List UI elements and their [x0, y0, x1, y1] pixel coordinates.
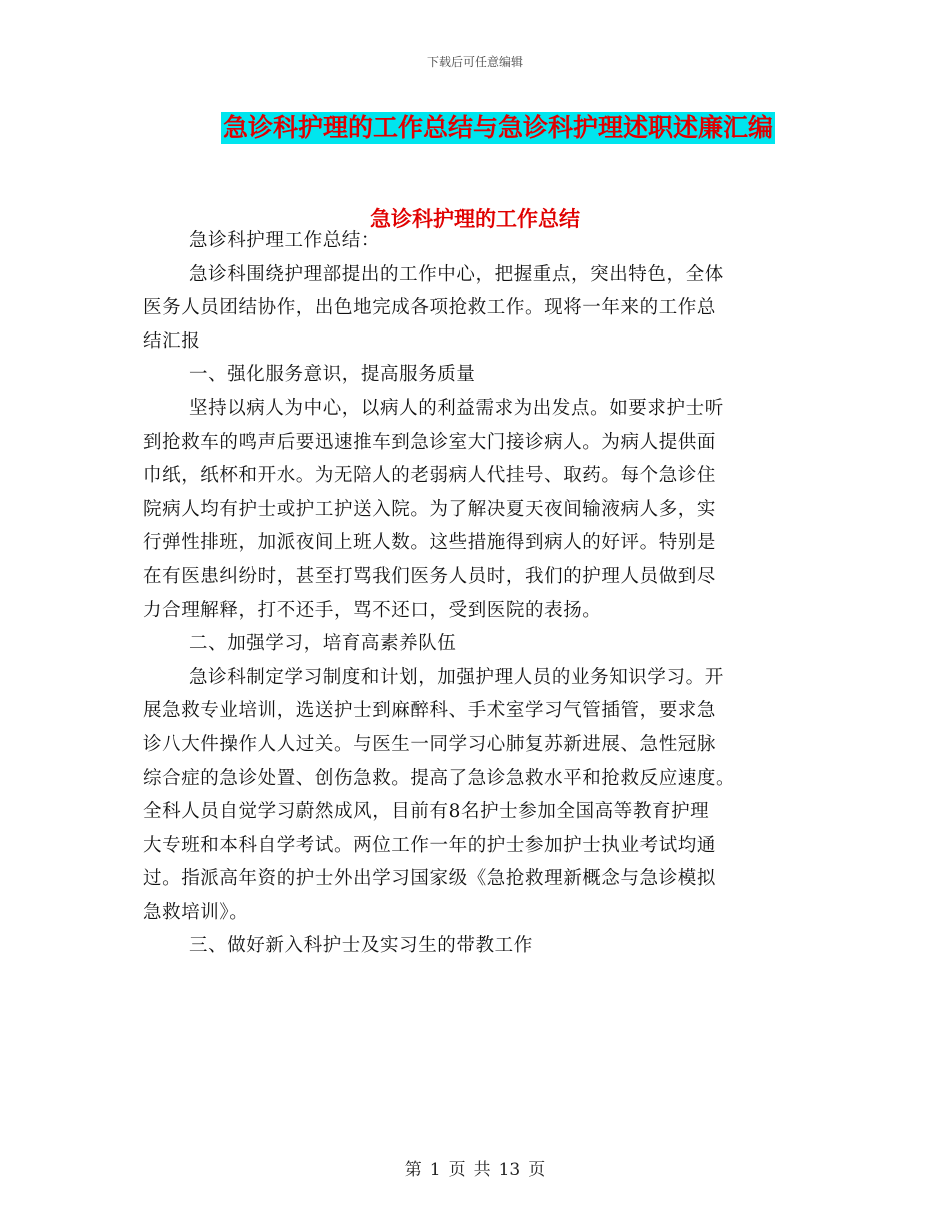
paragraph-line: 巾纸，纸杯和开水。为无陪人的老弱病人代挂号、取药。每个急诊住 — [143, 465, 717, 487]
paragraph-line: 坚持以病人为中心，以病人的利益需求为出发点。如要求护士听 — [189, 397, 724, 419]
section-heading-line: 一、强化服务意识，提高服务质量 — [189, 364, 476, 386]
paragraph-line: 到抢救车的鸣声后要迅速推车到急诊室大门接诊病人。为病人提供面 — [143, 431, 717, 453]
paragraph-line: 过。指派高年资的护士外出学习国家级《急抢救理新概念与急诊模拟 — [143, 868, 717, 890]
footer-total-unit: 页 — [528, 1160, 546, 1180]
paragraph-line: 急诊科制定学习制度和计划，加强护理人员的业务知识学习。开 — [189, 666, 724, 688]
footer-total-pages: 13 — [498, 1160, 521, 1180]
paragraph-line: 结汇报 — [143, 330, 201, 352]
paragraph-line: 大专班和本科自学考试。两位工作一年的护士参加护士执业考试均通 — [143, 834, 717, 856]
doc-title-container — [0, 112, 950, 144]
section-heading-line: 三、做好新入科护士及实习生的带教工作 — [189, 935, 533, 957]
paragraph-line: 医务人员团结协作，出色地完成各项抢救工作。现将一年来的工作总 — [143, 297, 717, 319]
paragraph-line: 急诊科围绕护理部提出的工作中心，把握重点，突出特色，全体 — [189, 263, 724, 285]
paragraph-line: 院病人均有护士或护工护送入院。为了解决夏天夜间输液病人多，实 — [143, 498, 717, 520]
paragraph-line: 急救培训》。 — [143, 901, 249, 923]
paragraph-line: 全科人员自觉学习蔚然成风，目前有8名护士参加全国高等教育护理 — [143, 801, 710, 823]
paragraph-line: 综合症的急诊处置、创伤急救。提高了急诊急救水平和抢救反应速度。 — [143, 767, 736, 789]
paragraph-line: 诊八大件操作人人过关。与医生一同学习心肺复苏新进展、急性冠脉 — [143, 733, 717, 755]
paragraph-line: 力合理解释，打不还手，骂不还口，受到医院的表扬。 — [143, 599, 602, 621]
footer-total-prefix: 共 — [473, 1160, 491, 1180]
footer-page-unit: 页 — [448, 1160, 466, 1180]
footer-prefix: 第 — [404, 1160, 422, 1180]
paragraph-line: 急诊科护理工作总结： — [189, 230, 381, 251]
paragraph-line: 展急救专业培训，选送护士到麻醉科、手术室学习气管插管，要求急 — [143, 700, 717, 722]
paragraph-line: 在有医患纠纷时，甚至打骂我们医务人员时，我们的护理人员做到尽 — [143, 565, 717, 587]
footer-page-number: 1 — [429, 1160, 441, 1180]
body-text — [143, 224, 803, 963]
section-heading-line: 二、加强学习，培育高素养队伍 — [189, 633, 457, 655]
section-title: 急诊科护理的工作总结 — [370, 207, 580, 231]
doc-title: 急诊科护理的工作总结与急诊科护理述职述廉汇编 — [222, 113, 773, 142]
header-note: 下载后可任意编辑 — [426, 55, 523, 69]
page-footer — [0, 1155, 950, 1180]
paragraph-line: 行弹性排班，加派夜间上班人数。这些措施得到病人的好评。特别是 — [143, 532, 717, 554]
